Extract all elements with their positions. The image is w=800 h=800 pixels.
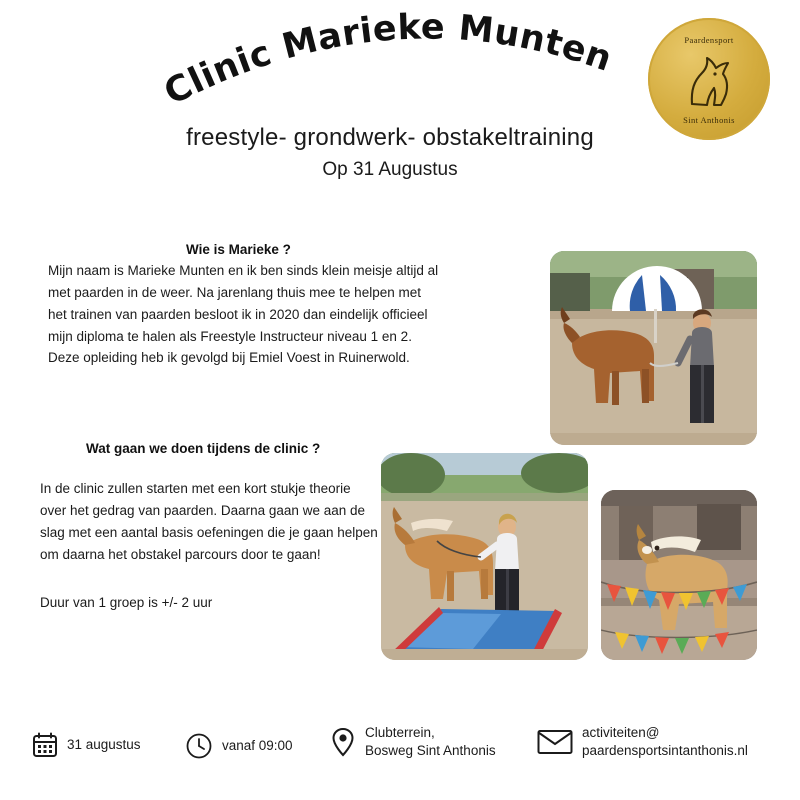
club-logo-bottom-text: Sint Anthonis	[683, 115, 735, 125]
club-logo	[648, 18, 770, 140]
photo-umbrella	[550, 251, 757, 445]
footer-location	[330, 724, 496, 759]
footer-mail-text	[582, 724, 748, 759]
map-pin-icon	[330, 727, 356, 757]
section-body-what: In de clinic zullen starten met een kort stukje theorie over het gedrag van paarden. Daarna gaan we aan de slag met een aantal basis oefeningen die je gaan helpen om daarna het obstakel parcours door te gaan!	[40, 481, 378, 562]
poster-title-text: Clinic Marieke Munten	[158, 7, 618, 114]
poster-date-line: Op 31 Augustus	[322, 159, 458, 180]
footer-mail-line2: paardensportsintanthonis.nl	[582, 742, 748, 758]
footer-mail-line1: activiteiten@	[582, 725, 660, 740]
section-heading-what: Wat gaan we doen tijdens de clinic ?	[86, 441, 321, 456]
footer-date	[32, 732, 141, 758]
footer	[0, 716, 800, 780]
poster-subtitle: freestyle- grondwerk- obstakeltraining	[186, 124, 594, 151]
footer-location-line1: Clubterrein,	[365, 725, 435, 740]
photo-flags	[601, 490, 757, 660]
poster-title	[150, 7, 630, 128]
footer-time	[185, 732, 293, 760]
horse-head-icon	[678, 48, 740, 108]
calendar-icon	[32, 732, 58, 758]
section-heading-who: Wie is Marieke ?	[186, 242, 291, 257]
footer-location-line2: Bosweg Sint Anthonis	[365, 742, 496, 758]
footer-mail	[537, 724, 748, 759]
section-body-who: Mijn naam is Marieke Munten en ik ben sinds klein meisje altijd al met paarden in de weer. Na jarenlang thuis mee te helpen met het trainen van paarden besloot ik in 2020 dan eindelijk officieel mijn diploma te halen als Freestyle Instructeur niveau 1 en 2. Deze opleiding heb ik gevolgd bij Emiel Voest in Ruinerwold.	[48, 263, 439, 366]
footer-date-text: 31 augustus	[67, 737, 141, 753]
envelope-icon	[537, 729, 573, 755]
footer-time-text: vanaf 09:00	[222, 738, 293, 754]
footer-location-text	[365, 724, 496, 759]
section-duration: Duur van 1 groep is +/- 2 uur	[40, 595, 213, 610]
clock-icon	[185, 732, 213, 760]
photo-tarp	[381, 453, 588, 660]
club-logo-top-text: Paardensport	[684, 35, 734, 45]
